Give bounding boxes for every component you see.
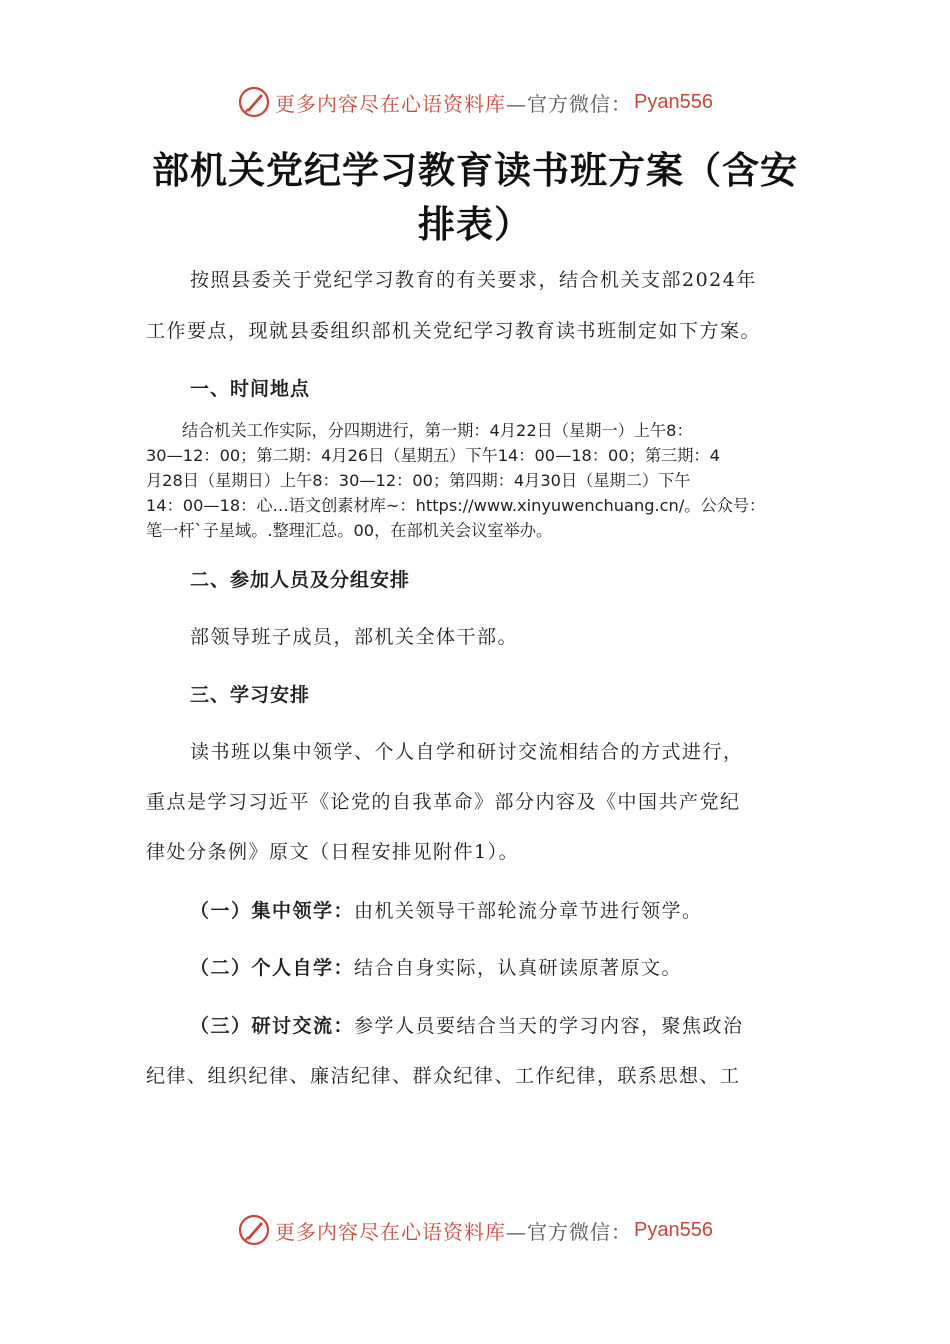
quill-pen-icon [237, 85, 271, 119]
section3-item-3 [190, 1011, 850, 1038]
banner-brand: 更多内容尽在心语资料库 [275, 91, 507, 116]
item1-lead: （一）集中领学： [190, 900, 355, 922]
item1-text: 由机关领导干部轮流分章节进行领学。 [354, 900, 703, 922]
section1-line-3: 月28日（星期日）上午8：30—12：00；第四期：4月30日（星期二）下午 [146, 471, 691, 490]
section1-heading: 一、时间地点 [190, 378, 311, 400]
section1-line-5: 笔一杆`子星域。.整理汇总。00，在部机关会议室举办。 [146, 521, 553, 540]
intro-line-2: 工作要点，现就县委组织部机关党纪学习教育读书班制定如下方案。 [146, 320, 762, 342]
item2-lead: （二）个人自学： [190, 957, 355, 979]
section3-item-1 [190, 896, 850, 923]
footer-wechat-id: Pyan556 [634, 1218, 713, 1241]
footer-banner [0, 1210, 950, 1250]
section2-heading: 二、参加人员及分组安排 [190, 569, 411, 591]
section3-item-2 [190, 953, 850, 980]
banner-separator: —官方微信： [506, 91, 633, 116]
footer-separator: —官方微信： [506, 1219, 633, 1244]
footer-brand: 更多内容尽在心语资料库 [275, 1219, 507, 1244]
quill-pen-icon [237, 1213, 271, 1247]
section2-body: 部领导班子成员，部机关全体干部。 [190, 626, 519, 648]
section1-line-1: 结合机关工作实际，分四期进行，第一期：4月22日（星期一）上午8： [182, 421, 693, 440]
item3-lead: （三）研讨交流： [190, 1015, 355, 1037]
section3-line-3: 律处分条例》原文（日程安排见附件1）。 [146, 841, 520, 863]
item3-text: 参学人员要结合当天的学习内容，聚焦政治 [354, 1015, 744, 1037]
title-line-2: 排表） [418, 202, 532, 246]
section3-heading: 三、学习安排 [190, 684, 311, 706]
intro-line-1: 按照县委关于党纪学习教育的有关要求，结合机关支部2024年 [190, 269, 757, 291]
item2-text: 结合自身实际，认真研读原著原文。 [354, 957, 683, 979]
section1-line-4: 14：00—18：心…语文创素材库~：https://www.xinyuwenchuang.cn/。公众号： [146, 496, 766, 515]
section3-line-2: 重点是学习习近平《论党的自我革命》部分内容及《中国共产党纪 [146, 791, 741, 813]
document-title [130, 143, 820, 251]
header-banner [0, 82, 950, 122]
section1-line-2: 30—12：00；第二期：4月26日（星期五）下午14：00—18：00；第三期：4 [146, 446, 720, 465]
section3-item-3-line-2: 纪律、组织纪律、廉洁纪律、群众纪律、工作纪律，联系思想、工 [146, 1065, 741, 1087]
banner-wechat-id: Pyan556 [634, 90, 713, 113]
section3-line-1: 读书班以集中领学、个人自学和研讨交流相结合的方式进行， [190, 741, 744, 763]
title-line-1: 部机关党纪学习教育读书班方案（含安 [152, 148, 798, 192]
